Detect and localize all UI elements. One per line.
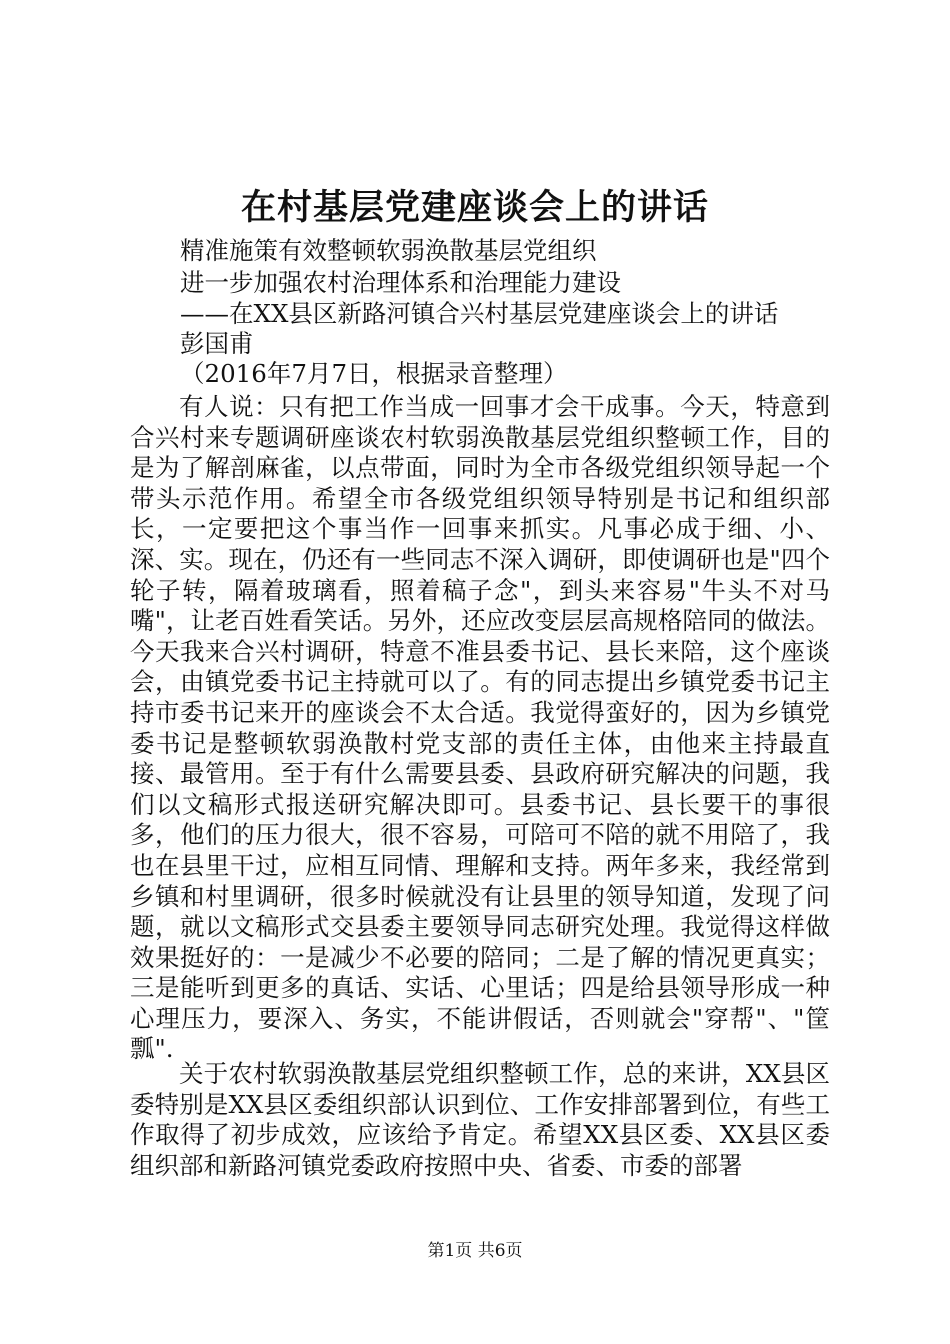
subtitle-line-2: 进一步加强农村治理体系和治理能力建设 [180,268,621,297]
body-paragraph-2: 关于农村软弱涣散基层党组织整顿工作，总的来讲，XX县区委特别是XX县区委组织部认识到位、工作安排部署到位，有些工作取得了初步成效，应该给予肯定。希望XX县区委、XX县区委组织部和新路河镇党委政府按照中央、省委、市委的部署 [130,1059,830,1180]
author-name: 彭国甫 [180,329,254,358]
page-footer: 第1页 共6页 [427,1241,523,1261]
subtitle-line-3: ——在XX县区新路河镇合兴村基层党建座谈会上的讲话 [180,299,779,328]
subtitle-line-1: 精准施策有效整顿软弱涣散基层党组织 [180,236,597,265]
date-note: （2016年7月7日，根据录音整理） [180,359,568,388]
body-paragraph-1: 有人说：只有把工作当成一回事才会干成事。今天，特意到合兴村来专题调研座谈农村软弱涣散基层党组织整顿工作，目的是为了解剖麻雀，以点带面，同时为全市各级党组织领导起一个带头示范作用。希望全市各级党组织领导特别是书记和组织部长，一定要把这个事当作一回事来抓实。凡事必成于细、小、深、实。现在，仍还有一些同志不深入调研，即使调研也是"四个轮子转，隔着玻璃看，照着稿子念"，到头来容易"牛头不对马嘴"，让老百姓看笑话。另外，还应改变层层高规格陪同的做法。今天我来合兴村调研，特意不准县委书记、县长来陪，这个座谈会，由镇党委书记主持就可以了。有的同志提出乡镇党委书记主持市委书记来开的座谈会不太合适。我觉得蛮好的，因为乡镇党委书记是整顿软弱涣散村党支部的责任主体，由他来主持最直接、最管用。至于有什么需要县委、县政府研究解决的问题，我们以文稿形式报送研究解决即可。县委书记、县长要干的事很多，他们的压力很大，很不容易，可陪可不陪的就不用陪了，我也在县里干过，应相互同情、理解和支持。两年多来，我经常到乡镇和村里调研，很多时候就没有让县里的领导知道，发现了问题，就以文稿形式交县委主要领导同志研究处理。我觉得这样做效果挺好的：一是减少不必要的陪同；二是了解的情况更真实；三是能听到更多的真话、实话、心里话；四是给县领导形成一种心理压力，要深入、务实，不能讲假话，否则就会"穿帮"、"筐瓢". [130,392,830,1064]
document-title: 在村基层党建座谈会上的讲话 [240,187,709,228]
